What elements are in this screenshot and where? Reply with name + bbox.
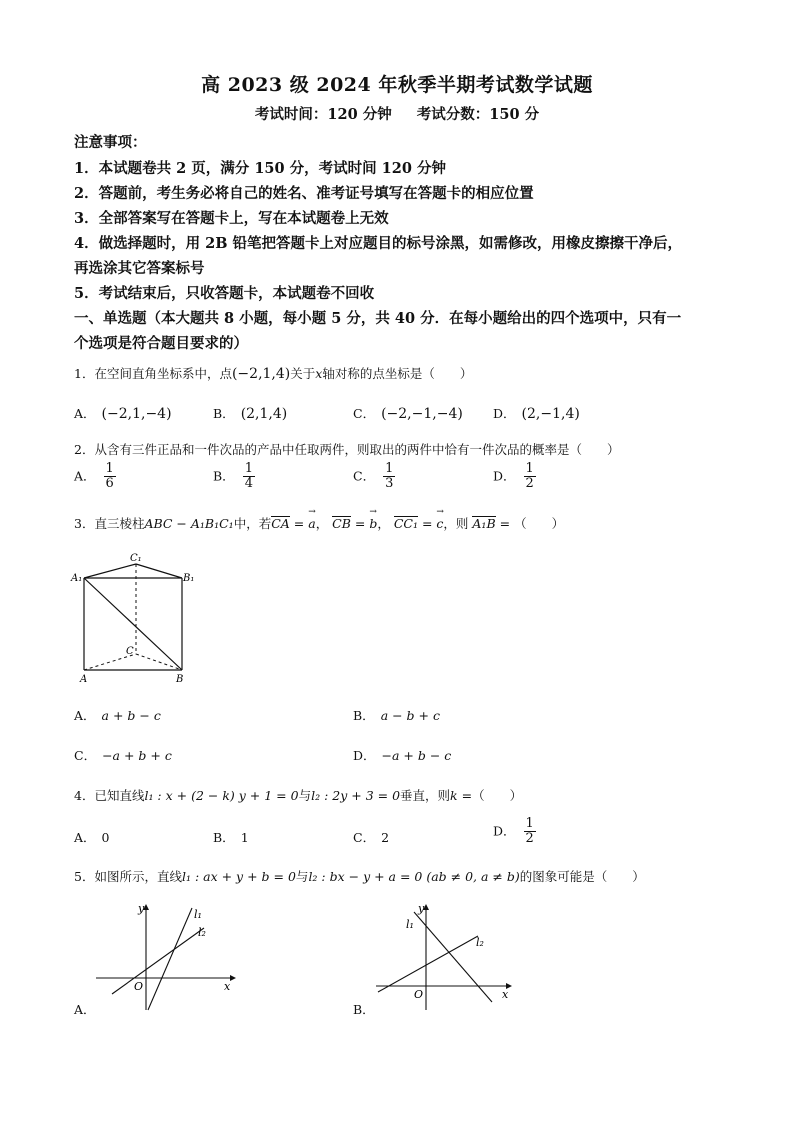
option-value: (−2,−1,−4) — [381, 406, 463, 422]
notice-item: 1．本试题卷共 2 页，满分 150 分，考试时间 120 分钟 — [74, 160, 446, 177]
q1-option-c[interactable] — [353, 404, 463, 422]
exam-title: 高 2023 级 2024 年秋季半期考试数学试题 — [201, 74, 593, 96]
fraction-num: 1 — [525, 461, 534, 476]
q5-text: 5．如图所示，直线 — [74, 869, 182, 884]
q5-line1: l₁ : ax + y + b = 0 — [181, 869, 296, 884]
q1-option-b[interactable] — [213, 404, 287, 422]
fraction-num: 1 — [244, 461, 253, 476]
fraction-den: 2 — [525, 831, 534, 847]
notice-item: 5．考试结束后，只收答题卡，本试题卷不回收 — [74, 285, 375, 302]
fraction-num: 1 — [525, 816, 534, 831]
line-l1-label: l₁ — [406, 918, 414, 931]
line-l2-label: l₂ — [476, 936, 484, 949]
section-heading-cont: 个选项是符合题目要求的） — [74, 335, 248, 352]
option-label: A． — [74, 406, 96, 421]
fraction — [524, 817, 536, 847]
q5-graph-b — [370, 898, 520, 1014]
option-label: B． — [353, 708, 375, 723]
q1-option-a[interactable] — [74, 404, 172, 422]
question-4 — [74, 786, 522, 804]
label-c: C — [126, 646, 134, 657]
option-label: C． — [353, 830, 376, 845]
option-label: D． — [493, 406, 516, 421]
q3-text-post: （ ） — [514, 516, 565, 531]
section-heading: 一、单选题（本大题共 8 小题，每小题 5 分，共 40 分．在每小题给出的四个选项中，只有一 — [74, 310, 682, 327]
axis-y-label: y — [138, 902, 145, 915]
fraction-den: 3 — [385, 476, 394, 492]
q5-text-post: 的图象可能是（ ） — [519, 869, 645, 884]
q3-option-a[interactable] — [74, 706, 161, 724]
notice-heading: 注意事项： — [74, 134, 147, 151]
option-label: C． — [74, 748, 97, 763]
q3-option-d[interactable] — [353, 746, 451, 764]
option-value: (−2,1,−4) — [101, 406, 172, 422]
option-value: a − b + c — [380, 708, 440, 723]
option-label: D． — [493, 468, 516, 484]
option-label: A． — [74, 830, 96, 845]
q1-text-mid: 关于 — [290, 366, 316, 381]
question-5 — [74, 867, 645, 885]
option-value: 2 — [381, 830, 390, 845]
option-value: (2,−1,4) — [521, 406, 580, 422]
fraction-den: 4 — [244, 476, 253, 492]
fraction-den: 2 — [525, 476, 534, 492]
label-a1: A₁ — [71, 573, 83, 584]
q4-k: k = — [450, 788, 473, 803]
q1-point: (−2,1,4) — [231, 366, 291, 382]
vector-a: → a — [308, 516, 315, 531]
q4-option-a[interactable] — [74, 828, 109, 846]
origin-label: O — [414, 988, 424, 1001]
q3-option-b[interactable] — [353, 706, 440, 724]
q1-text-post: 轴对称的点坐标是（ ） — [322, 366, 473, 381]
question-3: 3．直三棱柱ABC − A₁B₁C₁中，若CA = → a， CB = → b， CC₁ = → c，则 A₁B = （ ） — [74, 514, 564, 532]
q1-axis: x — [315, 366, 323, 381]
q4-option-b[interactable] — [213, 828, 249, 846]
notice-item: 4．做选择题时，用 2B 铅笔把答题卡上对应题目的标号涂黑，如需修改，用橡皮擦擦干净后， — [74, 235, 683, 252]
q4-text-end: （ ） — [472, 788, 523, 803]
prism-figure — [70, 548, 200, 686]
fraction — [243, 462, 255, 492]
fraction-num: 1 — [385, 461, 394, 476]
option-value: a + b − c — [101, 708, 161, 723]
q1-option-d[interactable] — [493, 404, 580, 422]
q5-line2: l₂ : bx − y + a = 0 (ab ≠ 0, a ≠ b) — [308, 869, 520, 884]
vector-b: → b — [369, 516, 377, 531]
q4-line1: l₁ : x + (2 − k) y + 1 = 0 — [144, 788, 299, 803]
q5-option-a[interactable]: A． — [74, 1002, 96, 1017]
axis-x-label: x — [224, 980, 231, 993]
question-1 — [74, 364, 472, 382]
fraction — [104, 462, 116, 492]
q3-text-mid: 中，若 — [233, 516, 272, 531]
origin-label: O — [134, 980, 144, 993]
option-label: B． — [213, 830, 235, 845]
label-b1: B₁ — [183, 573, 195, 584]
q5-option-b[interactable]: B． — [353, 1002, 375, 1017]
vector-c: → c — [436, 516, 443, 531]
option-label: C． — [353, 468, 376, 484]
option-label: A． — [74, 468, 96, 484]
fraction-den: 6 — [105, 476, 114, 492]
option-value: 0 — [101, 830, 110, 845]
q3-text: 3．直三棱柱 — [74, 516, 145, 531]
q5-graph-a — [90, 898, 240, 1014]
exam-subtitle — [0, 103, 794, 124]
vector-cc1: CC₁ — [393, 516, 418, 531]
line-l1-label: l₁ — [194, 908, 202, 921]
vector-cb: CB — [332, 516, 351, 531]
axis-y-label: y — [418, 902, 425, 915]
notice-item: 2．答题前，考生务必将自己的姓名、准考证号填写在答题卡的相应位置 — [74, 185, 534, 202]
axis-x-label: x — [502, 988, 509, 1001]
option-label: C． — [353, 406, 376, 421]
fraction — [383, 462, 395, 492]
q4-text: 4．已知直线 — [74, 788, 145, 803]
question-2: 2．从含有三件正品和一件次品的产品中任取两件，则取出的两件中恰有一件次品的概率是（ ） — [74, 442, 620, 457]
option-label: D． — [493, 823, 516, 839]
q4-text-mid: 与 — [298, 788, 312, 803]
label-c1: C₁ — [130, 553, 142, 564]
q2-option-a[interactable] — [74, 462, 116, 492]
q1-text: 1．在空间直角坐标系中，点 — [74, 366, 232, 381]
option-label: B． — [213, 468, 235, 484]
notice-item: 3．全部答案写在答题卡上，写在本试题卷上无效 — [74, 210, 389, 227]
fraction — [524, 462, 536, 492]
vector-ca: CA — [271, 516, 290, 531]
exam-score: 考试分数：150 分 — [416, 106, 540, 123]
q4-text-post: 垂直，则 — [400, 788, 451, 803]
option-value: −a + b + c — [102, 748, 172, 763]
option-label: D． — [353, 748, 376, 763]
label-b: B — [176, 674, 184, 685]
line-l2-label: l₂ — [198, 926, 206, 939]
q5-text-mid: 与 — [295, 869, 309, 884]
q2-option-d[interactable] — [493, 462, 536, 492]
option-value: 1 — [240, 830, 249, 845]
q4-line2: l₂ : 2y + 3 = 0 — [311, 788, 401, 803]
vector-a1b: A₁B — [472, 516, 496, 531]
option-label: B． — [213, 406, 235, 421]
option-value: (2,1,4) — [240, 406, 288, 422]
q2-option-b[interactable] — [213, 462, 255, 492]
exam-time: 考试时间：120 分钟 — [254, 106, 392, 123]
label-a: A — [80, 674, 88, 685]
q4-option-d[interactable] — [493, 817, 536, 847]
q4-option-c[interactable] — [353, 828, 389, 846]
option-label: A． — [74, 708, 96, 723]
fraction-num: 1 — [105, 461, 114, 476]
option-value: −a + b − c — [381, 748, 452, 763]
q2-option-c[interactable] — [353, 462, 395, 492]
notice-item: 再选涂其它答案标号 — [74, 260, 205, 277]
q3-option-c[interactable] — [74, 746, 172, 764]
q3-prism: ABC − A₁B₁C₁ — [144, 516, 234, 531]
